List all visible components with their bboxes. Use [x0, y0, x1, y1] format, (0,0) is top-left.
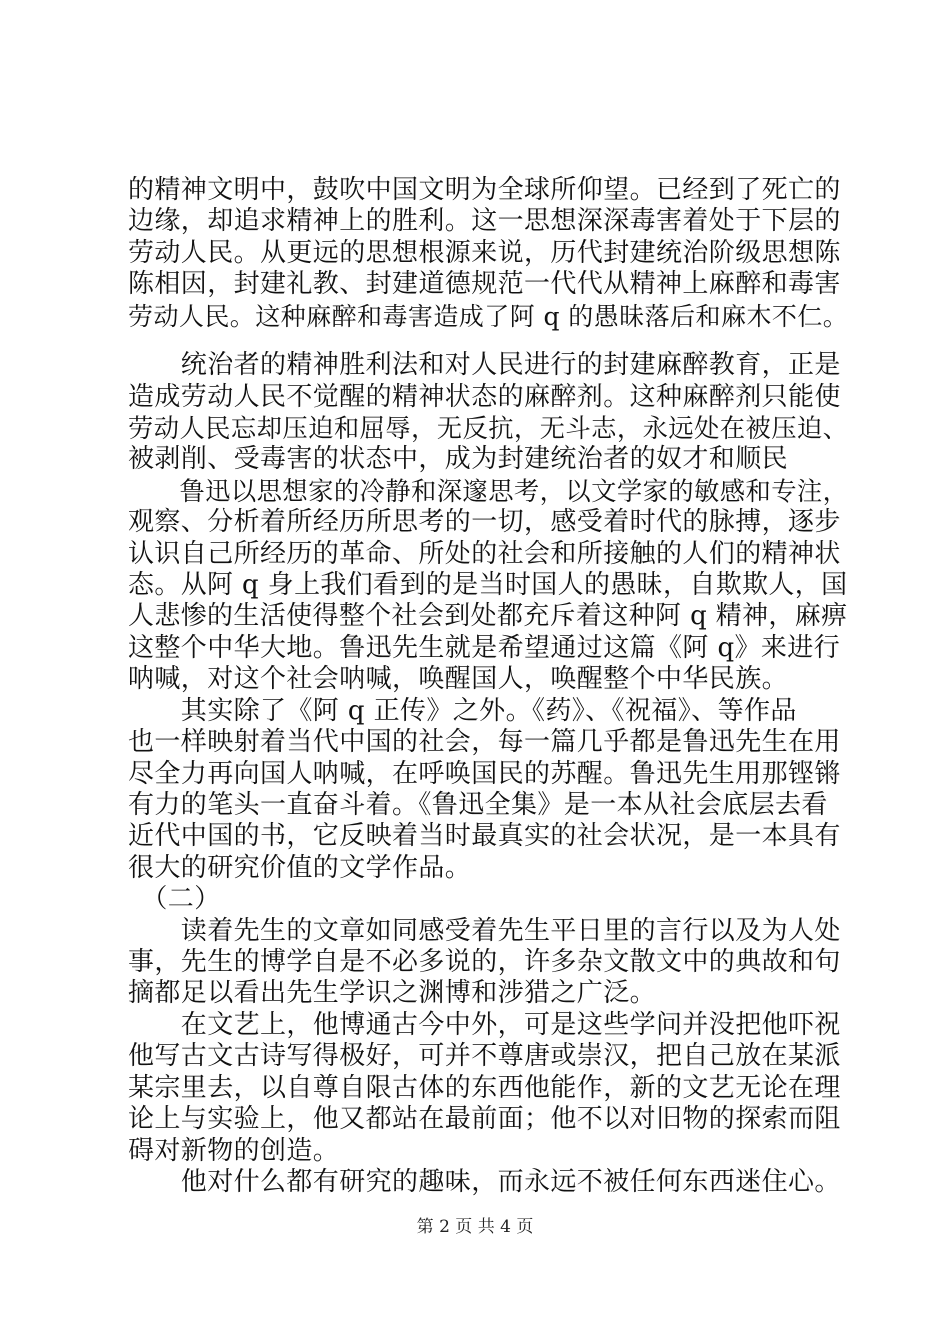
text-line: 统治者的精神胜利法和对人民进行的封建麻醉教育，正是 — [128, 350, 841, 380]
text-line: 尽全力再向国人呐喊，在呼唤国民的苏醒。鲁迅先生用那铿锵 — [128, 759, 841, 789]
text-line: （二） — [128, 884, 221, 914]
text-line: 他对什么都有研究的趣味，而永远不被任何东西迷住心。 — [128, 1167, 841, 1197]
text-line: 边缘，却追求精神上的胜利。这一思想深深毒害着处于下层的 — [128, 206, 841, 236]
text-line: 被剥削、受毒害的状态中，成为封建统治者的奴才和顺民 — [128, 444, 789, 474]
text-line: 很大的研究价值的文学作品。 — [128, 853, 472, 883]
text-line: 其实除了《阿 q 正传》之外。《药》、《祝福》、等作品 — [128, 696, 797, 726]
text-line: 认识自己所经历的革命、所处的社会和所接触的人们的精神状 — [128, 539, 841, 569]
text-line: 的精神文明中，鼓吹中国文明为全球所仰望。已经到了死亡的 — [128, 175, 841, 205]
text-line: 事，先生的博学自是不必多说的，许多杂文散文中的典故和句 — [128, 947, 841, 977]
text-line: 劳动人民忘却压迫和屈辱，无反抗，无斗志，永远处在被压迫、 — [128, 413, 849, 443]
text-line: 造成劳动人民不觉醒的精神状态的麻醉剂。这种麻醉剂只能使 — [128, 382, 841, 412]
page-number: 第 2 页 共 4 页 — [416, 1217, 534, 1237]
text-line: 论上与实验上，他又都站在最前面；他不以对旧物的探索而阻 — [128, 1104, 841, 1134]
text-line: 有力的笔头一直奋斗着。《鲁迅全集》是一本从社会底层去看 — [128, 790, 828, 820]
text-line: 某宗里去，以自尊自限古体的东西他能作，新的文艺无论在理 — [128, 1073, 841, 1103]
text-line: 态。从阿 q 身上我们看到的是当时国人的愚昧，自欺欺人，国 — [128, 570, 848, 600]
text-line: 陈相因，封建礼教、封建道德规范一代代从精神上麻醉和毒害 — [128, 269, 841, 299]
text-line: 读着先生的文章如同感受着先生平日里的言行以及为人处 — [128, 916, 841, 946]
text-line: 鲁迅以思想家的冷静和深邃思考，以文学家的敏感和专注， — [128, 476, 849, 506]
text-line: 劳动人民。从更远的思想根源来说，历代封建统治阶级思想陈 — [128, 238, 841, 268]
text-line: 近代中国的书，它反映着当时最真实的社会状况，是一本具有 — [128, 821, 841, 851]
text-line: 他写古文古诗写得极好，可并不尊唐或崇汉，把自己放在某派 — [128, 1041, 841, 1071]
text-line: 观察、分析着所经历所思考的一切，感受着时代的脉搏，逐步 — [128, 507, 841, 537]
text-line: 人悲惨的生活使得整个社会到处都充斥着这种阿 q 精神，麻痹 — [128, 601, 848, 631]
text-line: 呐喊，对这个社会呐喊，唤醒国人，唤醒整个中华民族。 — [128, 664, 789, 694]
text-line: 也一样映射着当代中国的社会，每一篇几乎都是鲁迅先生在用 — [128, 727, 841, 757]
text-line: 这整个中华大地。鲁迅先生就是希望通过这篇《阿 q》来进行 — [128, 633, 841, 663]
text-line: 摘都足以看出先生学识之渊博和涉猎之广泛。 — [128, 978, 657, 1008]
page-footer — [0, 1216, 950, 1238]
text-line: 碍对新物的创造。 — [128, 1136, 340, 1166]
text-line: 在文艺上，他博通古今中外，可是这些学问并没把他吓祝 — [128, 1010, 841, 1040]
text-line: 劳动人民。这种麻醉和毒害造成了阿 q 的愚昧落后和麻木不仁。 — [128, 302, 849, 331]
